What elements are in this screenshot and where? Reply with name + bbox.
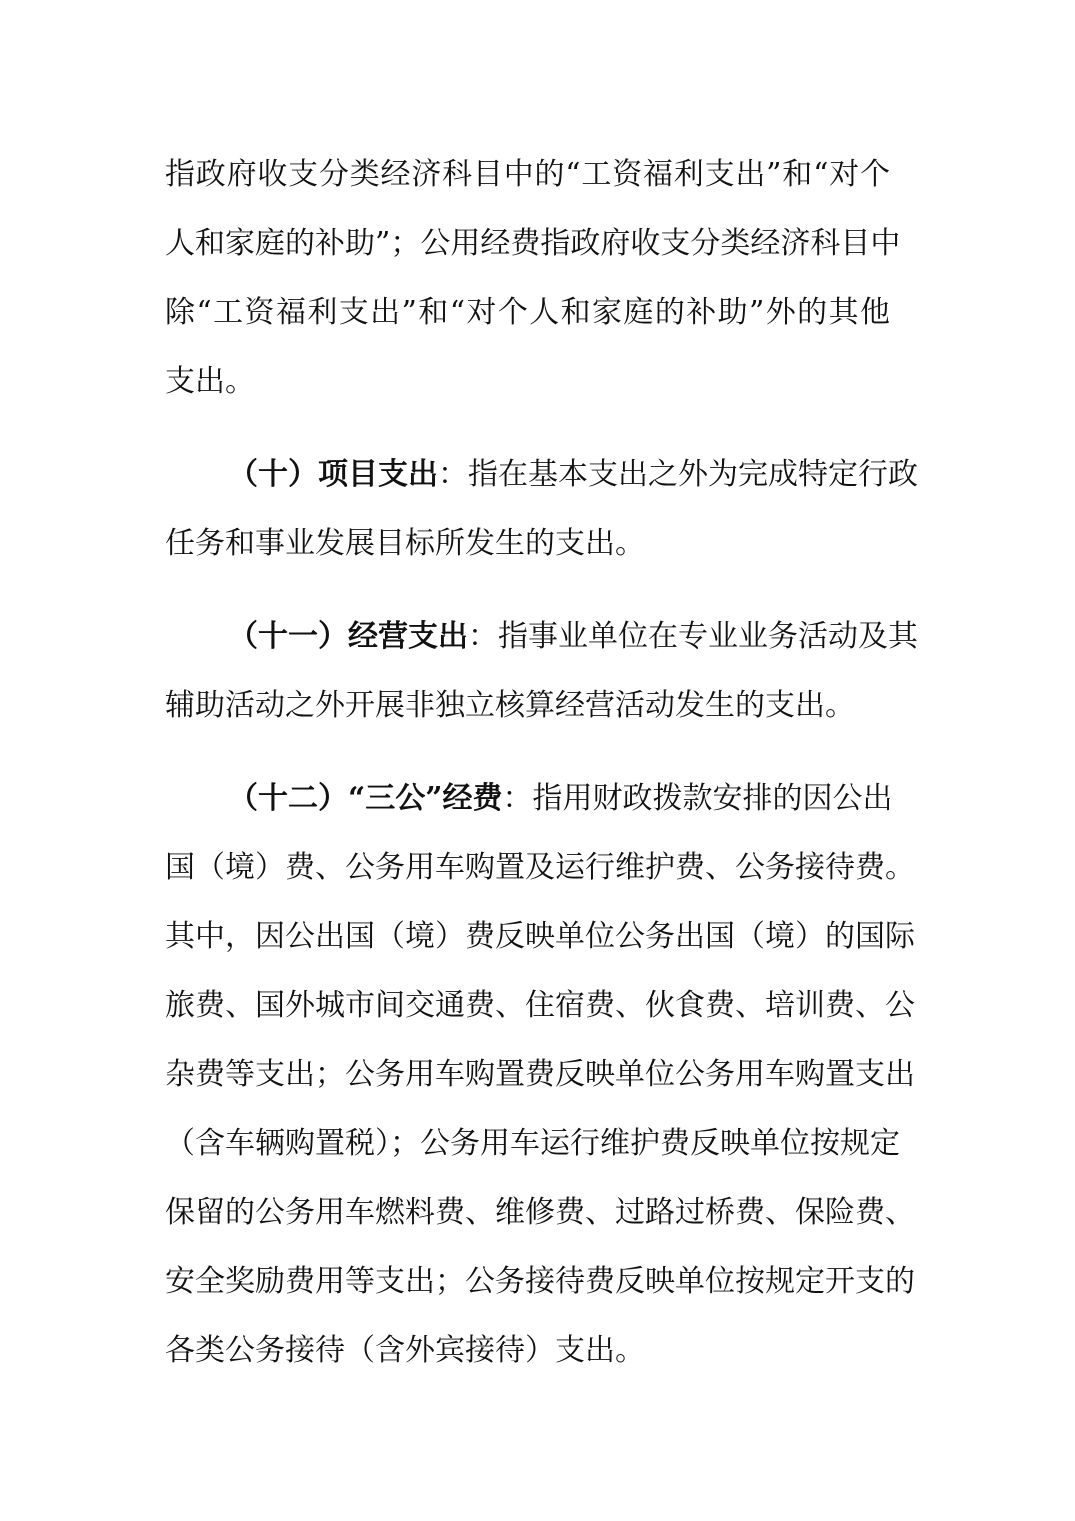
item-12-heading: （十二）“三公”经费 [228, 781, 503, 816]
item-10-first-line [228, 453, 918, 497]
item-11-definition-start: ：指事业单位在专业业务活动及其 [468, 619, 918, 654]
text-line: 国（境）费、公务用车购置及运行维护费、公务接待费。 [165, 850, 915, 885]
item-12-first-line [228, 777, 893, 821]
item-10-heading: （十）项目支出 [228, 457, 438, 492]
item-10-definition-start: ：指在基本支出之外为完成特定行政 [438, 457, 918, 492]
text-line: 辅助活动之外开展非独立核算经营活动发生的支出。 [165, 688, 855, 723]
text-line: 旅费、国外城市间交通费、住宿费、伙食费、培训费、公 [165, 988, 915, 1023]
item-12-definition-start: ：指用财政拨款安排的因公出 [502, 781, 893, 816]
text-line: 支出。 [165, 364, 255, 399]
text-line: 杂费等支出；公务用车购置费反映单位公务用车购置支出 [165, 1057, 915, 1092]
text-line: 除“工资福利支出”和“对个人和家庭的补助”外的其他 [165, 295, 890, 330]
text-line: 其中，因公出国（境）费反映单位公务出国（境）的国际 [165, 919, 915, 954]
text-line: 人和家庭的补助”；公用经费指政府收支分类经济科目中 [165, 226, 901, 261]
text-line: 指政府收支分类经济科目中的“工资福利支出”和“对个 [165, 157, 890, 192]
text-line: 各类公务接待（含外宾接待）支出。 [165, 1333, 645, 1368]
text-line: （含车辆购置税）；公务用车运行维护费反映单位按规定 [165, 1126, 900, 1161]
item-11-heading: （十一）经营支出 [228, 619, 468, 654]
text-line: 保留的公务用车燃料费、维修费、过路过桥费、保险费、 [165, 1195, 915, 1230]
text-line: 任务和事业发展目标所发生的支出。 [165, 526, 645, 561]
item-11-first-line [228, 615, 918, 659]
text-line: 安全奖励费用等支出；公务接待费反映单位按规定开支的 [165, 1264, 915, 1299]
